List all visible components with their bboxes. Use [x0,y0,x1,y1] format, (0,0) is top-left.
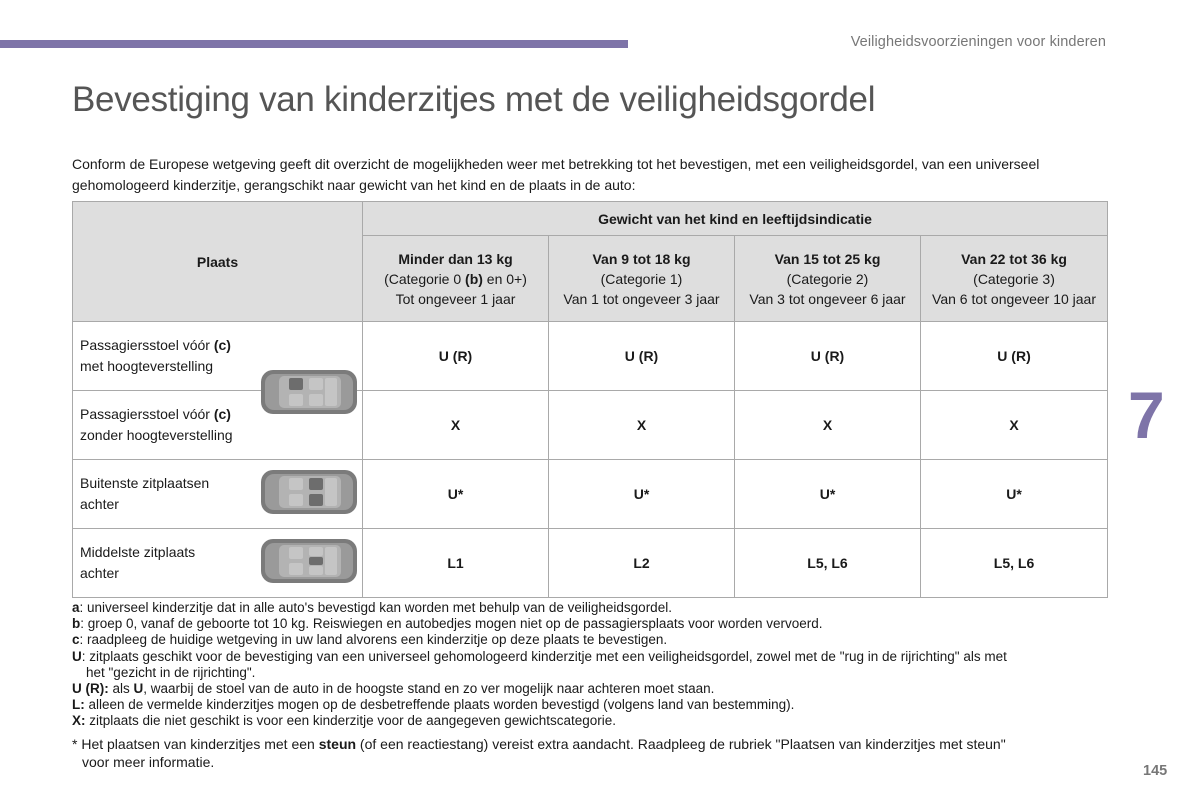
value-cell: L5, L6 [921,529,1108,598]
note-u-cont: het "gezicht in de rijrichting". [86,664,256,680]
category-title: Van 15 tot 25 kg [774,250,881,267]
value-cell: X [921,391,1108,460]
value-cell: X [549,391,735,460]
category-sub: (Categorie 0 (b) en 0+) [384,270,527,287]
page-title: Bevestiging van kinderzitjes met de veiligheidsgordel [72,80,876,119]
value-cell: U (R) [735,322,921,391]
value-cell: L1 [363,529,549,598]
category-title: Van 9 tot 18 kg [592,250,691,267]
section-title: Veiligheidsvoorzieningen voor kinderen [850,34,1106,50]
header-accent-bar [0,40,628,48]
table-row [73,322,1108,391]
note-b: b: groep 0, vanaf de geboorte tot 10 kg. Reiswiegen en autobedjes mogen niet op de passagiersplaats voor worden vervoerd. [72,616,823,632]
car-top-view-rear-middle-icon [259,535,359,587]
column-header-plaats: Plaats [73,202,363,322]
column-header-weight: Gewicht van het kind en leeftijdsindicatie [363,202,1108,236]
value-cell: U (R) [921,322,1108,391]
value-cell: U* [921,460,1108,529]
value-cell: U* [363,460,549,529]
note-a: a: universeel kinderzitje dat in alle auto's bevestigd kan worden met behulp van de veiligheidsgordel. [72,600,672,615]
value-cell: L5, L6 [735,529,921,598]
category-sub: (Categorie 3) [973,270,1055,287]
category-header-1 [549,236,735,322]
car-top-view-rear-outer-icon [259,466,359,518]
category-header-3 [921,236,1108,322]
category-age: Van 1 tot ongeveer 3 jaar [563,290,720,307]
table-row [73,391,1108,460]
note-c: c: raadpleeg de huidige wetgeving in uw land alvorens een kinderzitje op deze plaats te bevestigen. [72,632,668,648]
note-x: X: zitplaats die niet geschikt is voor een kinderzitje voor de aangegeven gewichtscategorie. [72,713,617,729]
support-leg-note: * Het plaatsen van kinderzitjes met een steun (of een reactiestang) vereist extra aandacht. Raadpleeg de rubriek "Plaatsen van kinderzitjes met steun" voor meer informatie. [72,736,1006,770]
place-cell: Passagiersstoel vóór (c) zonder hoogteverstelling [73,391,363,460]
place-cell: Middelste zitplaats achter [73,529,363,598]
value-cell: L2 [549,529,735,598]
value-cell: U (R) [363,322,549,391]
child-seat-compatibility-table [72,201,1108,598]
category-title: Van 22 tot 36 kg [961,250,1067,267]
table-row [73,529,1108,598]
page-number: 145 [1143,763,1168,779]
category-sub: (Categorie 1) [600,270,683,287]
category-sub: (Categorie 2) [786,270,869,287]
category-title: Minder dan 13 kg [398,250,513,267]
value-cell: X [735,391,921,460]
category-age: Tot ongeveer 1 jaar [395,290,516,307]
intro-paragraph: Conform de Europese wetgeving geeft dit overzicht de mogelijkheden weer met betrekking tot het bevestigen, met een veiligheidsgordel, van een universeel gehomologeerd kinderzitje, gerangschikt naar gewicht van het kind en de plaats in de auto: [72,156,1040,193]
value-cell: U* [549,460,735,529]
legend-notes [72,600,1112,730]
category-age: Van 6 tot ongeveer 10 jaar [932,290,1096,307]
note-ur: U (R): als U, waarbij de stoel van de auto in de hoogste stand en zo ver mogelijk naar achteren moet staan. [72,681,715,697]
car-top-view-front-seat-icon [259,366,359,418]
table-row [73,460,1108,529]
note-l: L: alleen de vermelde kinderzitjes mogen op de desbetreffende plaats worden bevestigd (volgens land van bestemming). [72,697,795,713]
category-header-0 [363,236,549,322]
category-age: Van 3 tot ongeveer 6 jaar [749,290,906,307]
value-cell: U* [735,460,921,529]
note-u: U: zitplaats geschikt voor de bevestiging van een universeel gehomologeerd kinderzitje met een veiligheidsgordel, zowel met de "rug in de rijrichting" als met [72,648,1007,664]
place-cell: Buitenste zitplaatsen achter [73,460,363,529]
category-header-2 [735,236,921,322]
value-cell: U (R) [549,322,735,391]
place-cell: Passagiersstoel vóór (c) met hoogteverstelling [73,322,363,391]
chapter-number: 7 [1128,378,1165,452]
value-cell: X [363,391,549,460]
